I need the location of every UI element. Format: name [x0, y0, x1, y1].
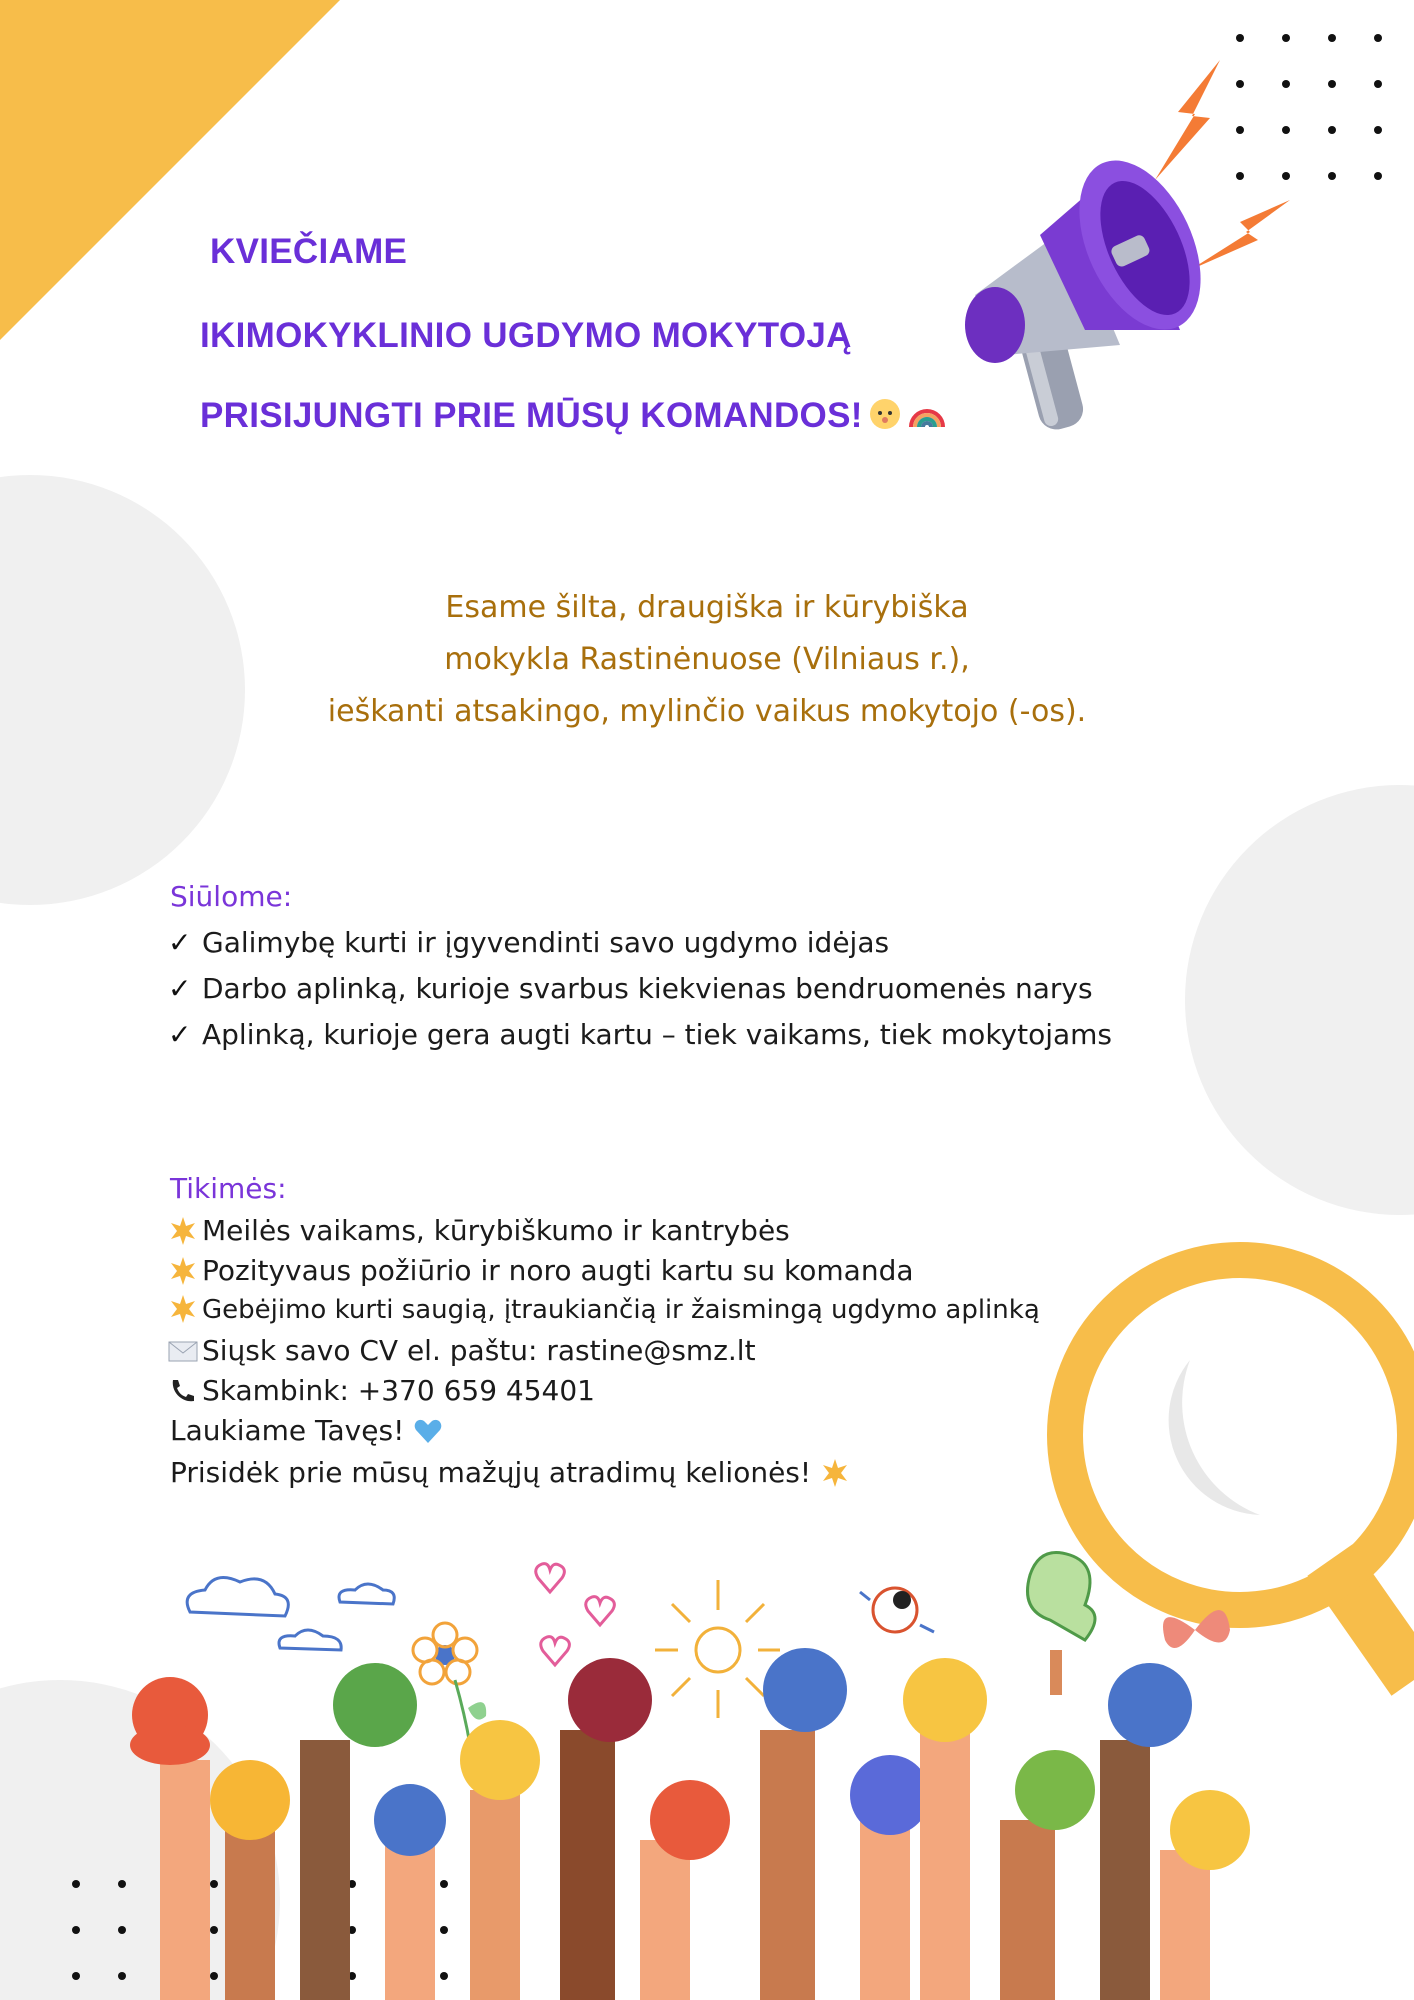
heading-line-3-wrap: [200, 396, 947, 436]
cloud-doodles: [187, 1578, 394, 1651]
intro-line-3: ieškanti atsakingo, mylinčio vaikus mokytojo (-os).: [327, 694, 1087, 729]
intro-line-1: Esame šilta, draugiška ir kūrybiška: [445, 590, 969, 625]
check-icon: ✓: [168, 926, 192, 959]
heart-icon: [413, 1417, 443, 1445]
heading-line-2: IKIMOKYKLINIO UGDYMO MOKYTOJĄ: [200, 316, 852, 355]
phone-icon: [168, 1377, 196, 1405]
sun-icon: [820, 1458, 850, 1488]
butterfly-doodle: [1163, 1610, 1230, 1648]
check-icon: ✓: [168, 1018, 192, 1051]
sun-icon: [168, 1294, 198, 1324]
closing-line-1: Laukiame Tavęs!: [170, 1414, 443, 1447]
envelope-icon: [168, 1339, 198, 1363]
heading-line-3: PRISIJUNGTI PRIE MŪSŲ KOMANDOS!: [200, 396, 863, 435]
heading-line-1: KVIEČIAME: [210, 232, 408, 271]
offer-title: Siūlome:: [170, 880, 293, 913]
offer-item: ✓ Aplinką, kurioje gera augti kartu – tiek vaikams, tiek mokytojams: [168, 1018, 1113, 1051]
rainbow-icon: [907, 397, 947, 431]
expect-item: Gebėjimo kurti saugią, įtraukiančią ir žaismingą ugdymo aplinką: [168, 1294, 1040, 1325]
email-line: Siųsk savo CV el. paštu: rastine@smz.lt: [168, 1334, 756, 1367]
tree-doodle: [1028, 1553, 1096, 1696]
bug-doodle: [860, 1588, 934, 1632]
children-hands-illustration: [0, 1540, 1414, 2000]
megaphone-icon: [965, 141, 1225, 433]
phone-line: Skambink: +370 659 45401: [168, 1374, 595, 1407]
expect-item: Pozityvaus požiūrio ir noro augti kartu su komanda: [168, 1254, 914, 1287]
offer-item: ✓ Darbo aplinką, kurioje svarbus kiekvienas bendruomenės narys: [168, 972, 1093, 1005]
yellow-corner-shape: [0, 0, 340, 340]
intro-line-2: mokykla Rastinėnuose (Vilniaus r.),: [444, 642, 970, 677]
check-icon: ✓: [168, 972, 192, 1005]
grey-circle-right: [1185, 785, 1414, 1215]
baby-icon: [868, 397, 902, 431]
sun-icon: [168, 1216, 198, 1246]
raised-hands: [130, 1648, 1250, 2000]
heart-doodles: [536, 1564, 615, 1665]
dot-grid-top-right: [1236, 34, 1396, 184]
expect-title: Tikimės:: [170, 1172, 287, 1205]
flower-doodle: [413, 1623, 486, 1745]
offer-item: ✓ Galimybę kurti ir įgyvendinti savo ugdymo idėjas: [168, 926, 890, 959]
sun-doodle: [655, 1580, 780, 1718]
sun-icon: [168, 1256, 198, 1286]
closing-line-2: Prisidėk prie mūsų mažųjų atradimų kelionės!: [170, 1456, 850, 1489]
expect-item: Meilės vaikams, kūrybiškumo ir kantrybės: [168, 1214, 790, 1247]
